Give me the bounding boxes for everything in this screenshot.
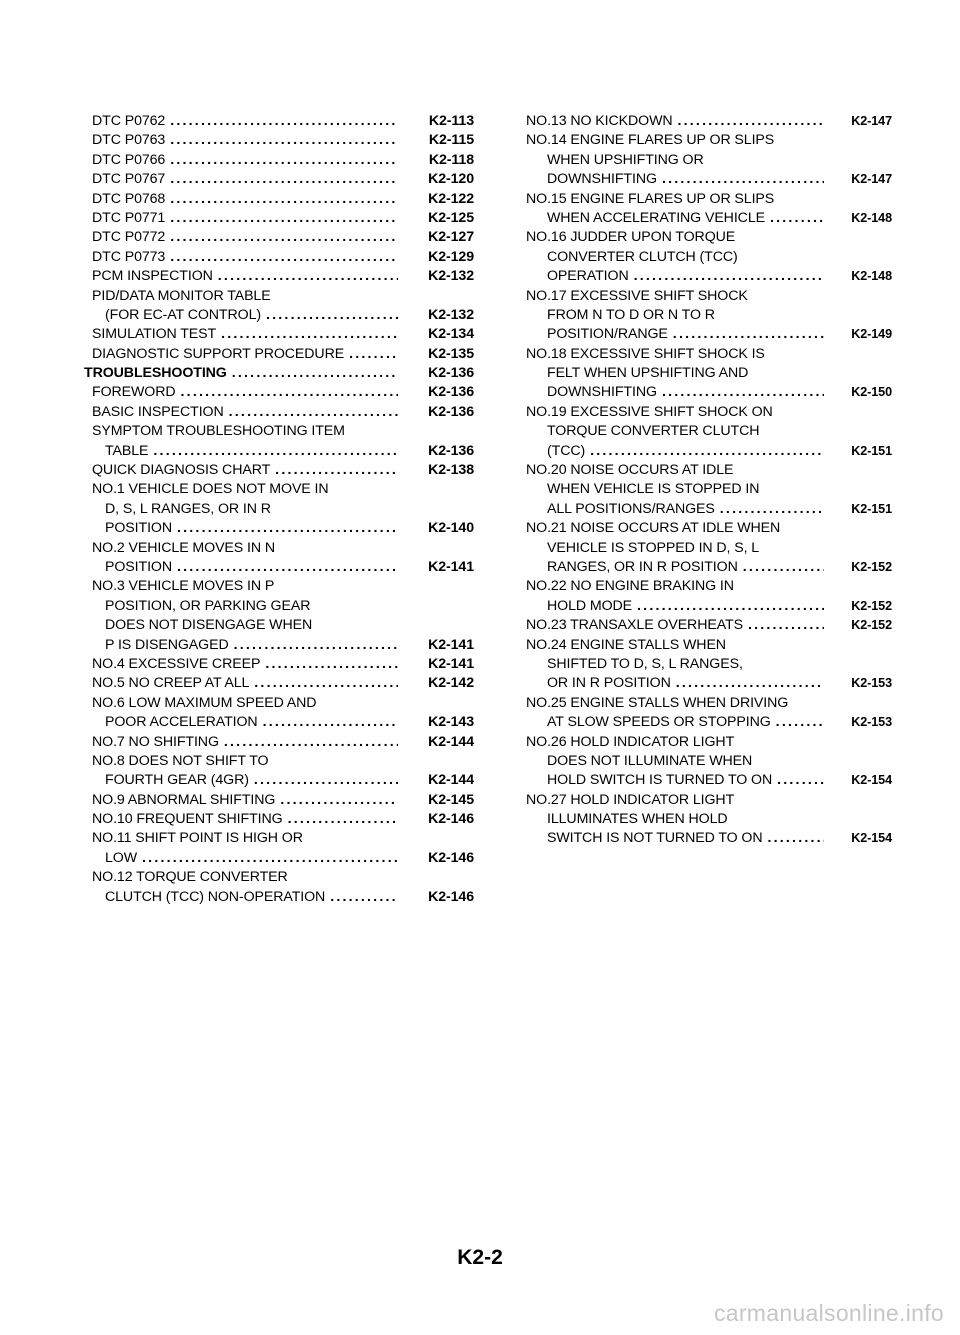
toc-entry-continued: [526, 791, 892, 810]
toc-entry-title: TABLE: [105, 442, 149, 459]
toc-entry-title: NO.21 NOISE OCCURS AT IDLE WHEN: [526, 520, 781, 537]
toc-entry-title: OPERATION: [547, 268, 629, 285]
dot-leader: [590, 442, 824, 461]
dot-leader: [743, 558, 824, 577]
toc-entry: [84, 306, 474, 325]
toc-entry-title: NO.26 HOLD INDICATOR LIGHT: [526, 733, 735, 750]
toc-entry-title: FOURTH GEAR (4GR): [105, 772, 249, 789]
toc-entry-continued: [526, 480, 892, 499]
dot-leader: [662, 383, 824, 402]
toc-entry-continued: [84, 752, 474, 771]
toc-entry-title: NO.15 ENGINE FLARES UP OR SLIPS: [526, 190, 775, 207]
toc-page-ref: K2-147: [851, 114, 892, 128]
dot-leader: [170, 228, 398, 247]
toc-entry-continued: [526, 403, 892, 422]
toc-entry-title: DIAGNOSTIC SUPPORT PROCEDURE: [92, 345, 345, 362]
toc-page-ref: K2-151: [851, 443, 892, 458]
toc-entry: [526, 383, 892, 402]
toc-page-ref: K2-129: [428, 248, 474, 265]
dot-leader: [748, 616, 824, 635]
dot-leader: [662, 170, 824, 189]
toc-entry: [84, 228, 474, 247]
toc-entry-continued: [526, 810, 892, 829]
toc-entry-title: TROUBLESHOOTING: [84, 365, 227, 382]
toc-entry-title: (TCC): [547, 442, 586, 459]
dot-leader: [266, 306, 398, 325]
toc-entry-title: DOWNSHIFTING: [547, 171, 657, 188]
toc-entry-continued: [84, 868, 474, 887]
dot-leader: [170, 112, 398, 131]
toc-entry-title: NO.10 FREQUENT SHIFTING: [92, 811, 283, 828]
toc-entry-continued: [526, 131, 892, 150]
toc-entry-title: SYMPTOM TROUBLESHOOTING ITEM: [92, 423, 345, 440]
toc-entry-title: RANGES, OR IN R POSITION: [547, 558, 738, 575]
toc-page-ref: K2-147: [851, 172, 892, 187]
toc-entry-title: HOLD SWITCH IS TURNED TO ON: [547, 772, 773, 789]
toc-entry: [84, 461, 474, 480]
dot-leader: [224, 733, 398, 752]
toc-entry: [84, 849, 474, 868]
toc-entry-title: WHEN ACCELERATING VEHICLE: [547, 209, 765, 226]
dot-leader: [170, 131, 398, 150]
toc-entry-title: (FOR EC-AT CONTROL): [105, 306, 261, 323]
toc-entry: [84, 364, 474, 383]
toc-entry-continued: [526, 151, 892, 170]
toc-entry: [526, 616, 892, 635]
toc-entry-title: NO.18 EXCESSIVE SHIFT SHOCK IS: [526, 345, 765, 362]
toc-entry-continued: [526, 248, 892, 267]
toc-page-ref: K2-127: [428, 229, 474, 246]
toc-page-ref: K2-136: [428, 442, 474, 459]
toc-entry-continued: [84, 422, 474, 441]
toc-page-ref: K2-146: [428, 849, 474, 866]
toc-entry-title: ILLUMINATES WHEN HOLD: [547, 811, 728, 828]
toc-entry-title: NO.19 EXCESSIVE SHIFT SHOCK ON: [526, 403, 773, 420]
toc-page-ref: K2-144: [428, 772, 474, 789]
dot-leader: [767, 829, 824, 848]
toc-entry-title: PCM INSPECTION: [92, 268, 213, 285]
toc-entry: [84, 771, 474, 790]
toc-entry-title: ALL POSITIONS/RANGES: [547, 500, 715, 517]
toc-entry-title: SWITCH IS NOT TURNED TO ON: [547, 830, 763, 847]
toc-entry-title: NO.7 NO SHIFTING: [92, 733, 219, 750]
toc-entry-title: NO.9 ABNORMAL SHIFTING: [92, 791, 276, 808]
dot-leader: [170, 190, 398, 209]
toc-entry-title: NO.17 EXCESSIVE SHIFT SHOCK: [526, 287, 748, 304]
toc-entry-continued: [84, 694, 474, 713]
toc-page-ref: K2-153: [851, 676, 892, 691]
toc-entry-continued: [84, 829, 474, 848]
toc-entry: [84, 791, 474, 810]
toc-page-ref: K2-125: [428, 209, 474, 226]
toc-entry-continued: [526, 190, 892, 209]
dot-leader: [218, 267, 398, 286]
toc-page-ref: K2-152: [851, 559, 892, 574]
toc-page-ref: K2-141: [428, 636, 474, 653]
toc-entry: [84, 383, 474, 402]
toc-page-ref: K2-148: [851, 210, 892, 225]
dot-leader: [263, 713, 398, 732]
toc-entry-continued: [84, 597, 474, 616]
toc-entry-title: NO.4 EXCESSIVE CREEP: [92, 655, 261, 672]
toc-entry-title: DTC P0771: [92, 209, 166, 226]
toc-entry-title: NO.24 ENGINE STALLS WHEN: [526, 636, 726, 653]
toc-entry: [84, 655, 474, 674]
toc-entry-title: DTC P0763: [92, 132, 166, 149]
toc-entry-continued: [526, 364, 892, 383]
toc-entry-continued: [526, 752, 892, 771]
toc-entry: [526, 558, 892, 577]
toc-entry-title: NO.20 NOISE OCCURS AT IDLE: [526, 462, 734, 479]
dot-leader: [170, 151, 398, 170]
toc-entry: [84, 442, 474, 461]
toc-entry-title: NO.27 HOLD INDICATOR LIGHT: [526, 791, 735, 808]
dot-leader: [177, 558, 398, 577]
toc-entry-continued: [526, 636, 892, 655]
toc-entry: [84, 131, 474, 150]
toc-page-ref: K2-141: [428, 558, 474, 575]
toc-entry-title: DTC P0772: [92, 229, 166, 246]
toc-entry: [84, 403, 474, 422]
toc-entry: [526, 170, 892, 189]
toc-entry: [526, 209, 892, 228]
toc-entry-continued: [526, 694, 892, 713]
toc-entry-title: SIMULATION TEST: [92, 326, 217, 343]
toc-entry: [84, 888, 474, 907]
toc-entry-title: D, S, L RANGES, OR IN R: [105, 500, 271, 517]
dot-leader: [153, 442, 398, 461]
toc-entry: [84, 267, 474, 286]
toc-entry: [84, 151, 474, 170]
toc-entry-continued: [526, 655, 892, 674]
toc-entry-title: PID/DATA MONITOR TABLE: [92, 287, 271, 304]
toc-entry-title: DTC P0762: [92, 113, 166, 129]
dot-leader: [177, 519, 398, 538]
toc-entry-continued: [526, 287, 892, 306]
toc-page-ref: K2-152: [851, 598, 892, 613]
toc-entry-title: NO.5 NO CREEP AT ALL: [92, 675, 250, 692]
toc-page-ref: K2-151: [851, 501, 892, 516]
toc-entry-title: DTC P0766: [92, 151, 166, 168]
toc-page-ref: K2-142: [428, 675, 474, 692]
toc-entry-title: QUICK DIAGNOSIS CHART: [92, 462, 271, 479]
toc-entry-title: BASIC INSPECTION: [92, 403, 224, 420]
toc-page-ref: K2-136: [428, 384, 474, 401]
dot-leader: [634, 267, 824, 286]
toc-entry: [84, 190, 474, 209]
toc-entry-title: TORQUE CONVERTER CLUTCH: [547, 423, 760, 440]
toc-entry-title: DTC P0767: [92, 171, 166, 188]
dot-leader: [770, 209, 824, 228]
toc-entry-continued: [526, 461, 892, 480]
toc-entry-continued: [84, 577, 474, 596]
toc-entry-continued: [84, 480, 474, 499]
toc-entry-continued: [84, 500, 474, 519]
toc-entry: [526, 112, 892, 131]
toc-entry-title: POSITION: [105, 558, 172, 575]
toc-page-ref: K2-122: [428, 190, 474, 207]
toc-entry-title: AT SLOW SPEEDS OR STOPPING: [547, 714, 771, 731]
toc-entry-title: P IS DISENGAGED: [105, 636, 229, 653]
toc-entry-continued: [526, 539, 892, 558]
toc-entry-title: SHIFTED TO D, S, L RANGES,: [547, 655, 743, 672]
toc-entry-title: FOREWORD: [92, 384, 176, 401]
toc-left-column: [84, 112, 474, 907]
toc-page-ref: K2-146: [428, 811, 474, 828]
toc-entry-title: NO.16 JUDDER UPON TORQUE: [526, 229, 736, 246]
dot-leader: [232, 364, 398, 383]
toc-entry-title: WHEN VEHICLE IS STOPPED IN: [547, 481, 760, 498]
toc-entry-title: POOR ACCELERATION: [105, 714, 258, 731]
dot-leader: [275, 461, 398, 480]
toc-entry-continued: [84, 616, 474, 635]
toc-entry-title: NO.14 ENGINE FLARES UP OR SLIPS: [526, 132, 775, 149]
dot-leader: [673, 325, 824, 344]
toc-page-ref: K2-150: [851, 385, 892, 400]
toc-page-ref: K2-138: [428, 462, 474, 479]
toc-page-ref: K2-152: [851, 618, 892, 633]
toc-page-ref: K2-153: [851, 715, 892, 730]
toc-page-ref: K2-115: [428, 132, 474, 149]
toc-entry-title: NO.23 TRANSAXLE OVERHEATS: [526, 617, 743, 634]
toc-page-ref: K2-145: [428, 791, 474, 808]
toc-entry-title: OR IN R POSITION: [547, 675, 671, 692]
toc-entry: [84, 558, 474, 577]
dot-leader: [637, 597, 824, 616]
toc-entry: [526, 771, 892, 790]
toc-page-ref: K2-120: [428, 171, 474, 188]
toc-entry: [84, 713, 474, 732]
toc-entry: [84, 325, 474, 344]
toc-entry-title: NO.25 ENGINE STALLS WHEN DRIVING: [526, 694, 789, 711]
toc-page-ref: K2-113: [428, 113, 474, 129]
dot-leader: [221, 325, 398, 344]
toc-entry-title: NO.13 NO KICKDOWN: [526, 113, 673, 129]
toc-entry-title: VEHICLE IS STOPPED IN D, S, L: [547, 539, 760, 556]
toc-entry-title: FROM N TO D OR N TO R: [547, 306, 715, 323]
toc-page-ref: K2-154: [851, 831, 892, 846]
toc-entry: [84, 170, 474, 189]
toc-entry-title: LOW: [105, 849, 138, 866]
toc-entry-title: NO.22 NO ENGINE BRAKING IN: [526, 578, 734, 595]
toc-entry-title: HOLD MODE: [547, 597, 633, 614]
dot-leader: [676, 674, 824, 693]
toc-entry: [84, 345, 474, 364]
toc-entry-title: NO.3 VEHICLE MOVES IN P: [92, 578, 275, 595]
toc-entry: [526, 325, 892, 344]
toc-page-ref: K2-141: [428, 655, 474, 672]
toc-entry: [84, 519, 474, 538]
toc-entry-title: POSITION, OR PARKING GEAR: [105, 597, 311, 614]
toc-entry-continued: [526, 577, 892, 596]
toc-entry: [526, 597, 892, 616]
toc-entry-title: POSITION/RANGE: [547, 326, 668, 343]
toc-entry-title: DOWNSHIFTING: [547, 384, 657, 401]
toc-entry-title: DOES NOT ILLUMINATE WHEN: [547, 752, 753, 769]
toc-entry: [526, 267, 892, 286]
toc-page-ref: K2-154: [851, 773, 892, 788]
toc-entry: [526, 442, 892, 461]
toc-entry: [84, 112, 474, 131]
dot-leader: [170, 248, 398, 267]
dot-leader: [720, 500, 824, 519]
dot-leader: [776, 713, 824, 732]
toc-page-ref: K2-143: [428, 714, 474, 731]
dot-leader: [349, 345, 398, 364]
toc-entry-continued: [84, 539, 474, 558]
toc-entry-title: NO.2 VEHICLE MOVES IN N: [92, 539, 275, 556]
toc-entry-title: POSITION: [105, 520, 172, 537]
dot-leader: [678, 112, 825, 131]
toc-entry: [84, 733, 474, 752]
toc-entry-continued: [526, 733, 892, 752]
toc-page-ref: K2-118: [428, 151, 474, 168]
dot-leader: [142, 849, 398, 868]
dot-leader: [330, 888, 398, 907]
toc-entry: [84, 209, 474, 228]
dot-leader: [170, 209, 398, 228]
toc-page-ref: K2-148: [851, 269, 892, 284]
toc-entry-title: DTC P0773: [92, 248, 166, 265]
page-number: K2-2: [457, 1246, 503, 1269]
toc-entry: [526, 829, 892, 848]
toc-right-column: [526, 112, 892, 849]
dot-leader: [229, 403, 398, 422]
toc-entry: [526, 500, 892, 519]
toc-entry: [84, 248, 474, 267]
dot-leader: [254, 771, 398, 790]
toc-page-ref: K2-140: [428, 520, 474, 537]
toc-entry: [84, 810, 474, 829]
toc-page-ref: K2-144: [428, 733, 474, 750]
toc-page-ref: K2-149: [851, 327, 892, 342]
toc-entry-continued: [526, 228, 892, 247]
toc-entry-title: FELT WHEN UPSHIFTING AND: [547, 365, 749, 382]
toc-entry-title: DOES NOT DISENGAGE WHEN: [105, 617, 313, 634]
watermark: carmanualsonline.info: [713, 1300, 944, 1326]
toc-entry-continued: [526, 345, 892, 364]
toc-entry-title: CONVERTER CLUTCH (TCC): [547, 248, 738, 265]
toc-entry-title: DTC P0768: [92, 190, 166, 207]
toc-entry: [84, 636, 474, 655]
dot-leader: [777, 771, 824, 790]
toc-entry-continued: [84, 287, 474, 306]
toc-page-ref: K2-132: [428, 306, 474, 323]
toc-entry-title: NO.1 VEHICLE DOES NOT MOVE IN: [92, 481, 329, 498]
toc-page-ref: K2-134: [428, 326, 474, 343]
toc-entry-title: WHEN UPSHIFTING OR: [547, 151, 704, 168]
toc-entry-title: NO.8 DOES NOT SHIFT TO: [92, 752, 269, 769]
dot-leader: [170, 170, 398, 189]
dot-leader: [265, 655, 398, 674]
toc-entry: [526, 713, 892, 732]
toc-page-ref: K2-136: [428, 365, 474, 382]
toc-entry: [526, 674, 892, 693]
dot-leader: [288, 810, 398, 829]
dot-leader: [234, 636, 398, 655]
toc-page-ref: K2-132: [428, 268, 474, 285]
dot-leader: [280, 791, 398, 810]
dot-leader: [254, 674, 398, 693]
toc-entry-title: CLUTCH (TCC) NON-OPERATION: [105, 888, 326, 905]
toc-page-ref: K2-136: [428, 403, 474, 420]
toc-page-ref: K2-146: [428, 888, 474, 905]
toc-entry-continued: [526, 519, 892, 538]
toc-entry-continued: [526, 422, 892, 441]
toc-page-ref: K2-135: [428, 345, 474, 362]
dot-leader: [181, 383, 398, 402]
toc-entry: [84, 674, 474, 693]
toc-entry-title: NO.12 TORQUE CONVERTER: [92, 869, 288, 886]
toc-entry-title: NO.11 SHIFT POINT IS HIGH OR: [92, 830, 303, 847]
toc-entry-title: NO.6 LOW MAXIMUM SPEED AND: [92, 694, 317, 711]
toc-entry-continued: [526, 306, 892, 325]
